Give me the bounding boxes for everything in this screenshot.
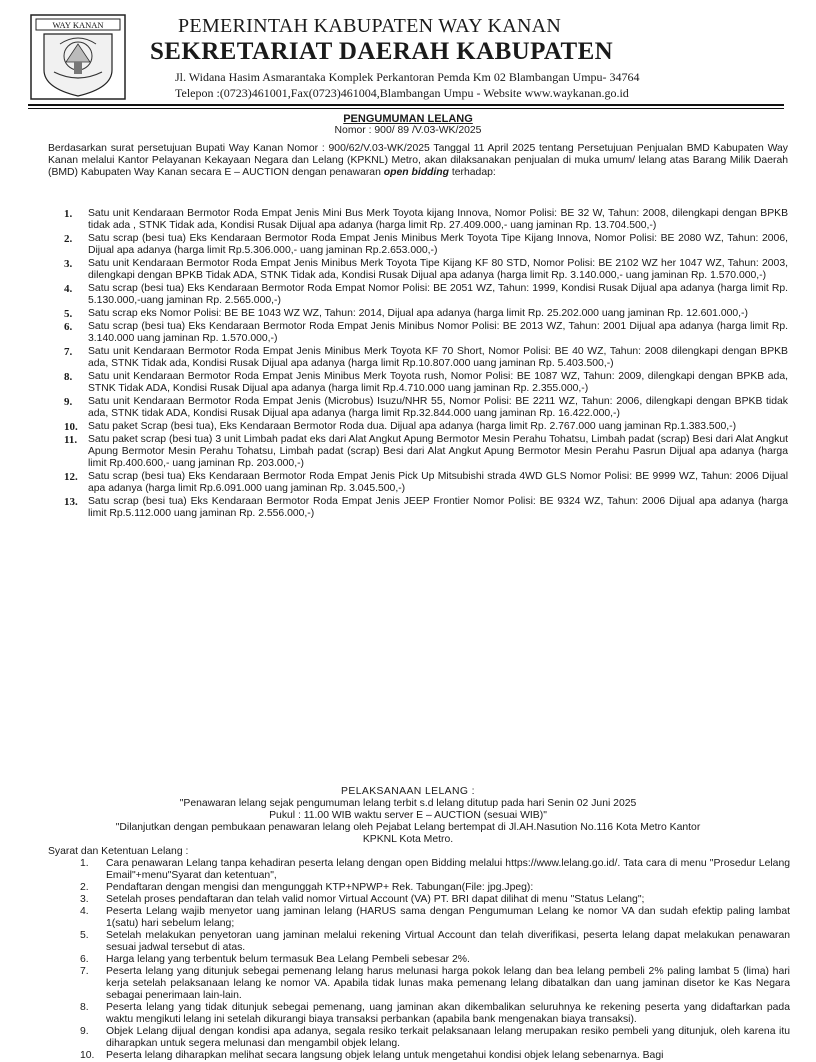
announcement-title: PENGUMUMAN LELANG: [343, 113, 473, 125]
terms-rule-text: Peserta lelang yang tidak ditunjuk sebegai pemenang, uang jaminan akan dikembalikan seluruhnya ke rekening peserta yang didaftarkan pada waktu mengikuti lelang ini setelah dikurangi biaya transaksi perbankan (apabila bank mengenakan biaya transaksi).: [106, 1002, 790, 1025]
government-name: PEMERINTAH KABUPATEN WAY KANAN: [178, 15, 562, 37]
way-kanan-logo: [30, 14, 126, 100]
auction-item: [64, 208, 788, 232]
auction-execution: [0, 786, 816, 846]
auction-item-text: Satu scrap (besi tua) Eks Kendaraan Bermotor Roda Empat Jenis Minibus Merk Toyota Tipe Kijang Innova, Nomor Polisi: BE 2080 WZ, Tahun: 2006, Dijual apa adanya (harga limit Rp.5.306.000,- uang jaminan Rp.2.653.000,-): [88, 233, 788, 256]
terms-rule-number: 9.: [80, 1026, 89, 1037]
auction-item-text: Satu scrap eks Nomor Polisi: BE BE 1043 WZ WZ, Tahun: 2014, Dijual apa adanya (harga limit Rp. 25.202.000 uang jaminan Rp. 12.601.000,-): [88, 308, 748, 319]
terms-rule: [80, 930, 790, 954]
announcement-intro: [48, 143, 788, 179]
terms-rule-text: Setelah melakukan penyetoran uang jaminan melalui rekening Virtual Account dan telah diverifikasi, peserta lelang dapat melakukan penawaran sesuai jadwal tersebut di atas.: [106, 930, 790, 953]
auction-item-text: Satu scrap (besi tua) Eks Kendaraan Bermotor Roda Empat Jenis Minibus Nomor Polisi: BE 2013 WZ, Tahun: 2001 Dijual apa adanya (harga limit Rp. 3.140.000 uang jaminan Rp. 1.570.000,-): [88, 321, 788, 344]
auction-item: [64, 371, 788, 395]
auction-item-number: 7.: [64, 346, 73, 358]
auction-item-text: Satu scrap (besi tua) Eks Kendaraan Bermotor Roda Empat Jenis JEEP Frontier Nomor Polisi: BE 9324 WZ, Tahun: 2006 Dijual apa adanya (harga limit Rp.5.112.000 uang jaminan Rp. 2.556.000,-): [88, 496, 788, 519]
auction-item-number: 1.: [64, 208, 73, 220]
terms-rule-number: 7.: [80, 966, 89, 977]
terms-rule: [80, 1050, 790, 1062]
auction-item: [64, 283, 788, 307]
intro-text: Berdasarkan surat persetujuan Bupati Way Kanan Nomor : 900/62/V.03-WK/2025 Tanggal 11 April 2025 tentang Persetujuan Penjualan BMD Kabupaten Way Kanan melalui Kantor Pelayanan Kekayaan Negara dan Lelang (KPKNL) Metro, akan dilaksanakan penjualan di muka umum/ lelang atas Barang Milik Daerah (BMD) Kabupaten Way Kanan secara E – AUCTION dengan penawaran: [48, 143, 788, 178]
auction-item-text: Satu unit Kendaraan Bermotor Roda Empat Jenis Minibus Merk Toyota Tipe Kijang KF 80 STD, Nomor Polisi: BE 2102 WZ her 1047 WZ, Tahun: 2003, dilengkapi dengan BPKB Tidak ADA, STNK Tidak ada, Kondisi Rusak Dijual apa adanya (harga limit Rp. 3.140.000,- uang jaminan Rp. 1.570.000,-): [88, 258, 788, 281]
letterhead-divider: [28, 104, 784, 106]
logo-text: WAY KANAN: [52, 20, 104, 30]
terms-rule: [80, 1002, 790, 1026]
auction-item-number: 8.: [64, 371, 73, 383]
auction-item-number: 6.: [64, 321, 73, 333]
terms-rule-number: 5.: [80, 930, 89, 941]
auction-item: [64, 434, 788, 470]
terms-rule-text: Peserta lelang diharapkan melihat secara langsung objek lelang untuk mengetahui kondisi objek lelang sebenarnya. Bagi: [106, 1050, 664, 1061]
auction-item: [64, 496, 788, 520]
auction-item-number: 10.: [64, 421, 78, 433]
auction-items-list: [64, 208, 788, 521]
terms-rule: [80, 1026, 790, 1050]
terms-rule: [80, 882, 790, 894]
terms-rule: [80, 954, 790, 966]
auction-item: [64, 346, 788, 370]
terms-rule-text: Peserta Lelang wajib menyetor uang jaminan lelang (HARUS sama dengan Pengumuman Lelang ke nomor VA dan sudah efektip paling lambat 1(satu) hari sebelum lelang;: [106, 906, 790, 929]
auction-item-text: Satu unit Kendaraan Bermotor Roda Empat Jenis Mini Bus Merk Toyota kijang Innova, Nomor Polisi: BE 32 W, Tahun: 2008, dilengkapi dengan BPKB tidak ada , STNK Tidak ada, Kondisi Rusak Dijual apa adanya (harga limit Rp. 27.409.000,- uang jaminan Rp. 13.704.500,-): [88, 208, 788, 231]
execution-schedule: "Penawaran lelang sejak pengumuman lelang terbit s.d lelang ditutup pada hari Senin 02 Juni 2025: [179, 798, 637, 809]
auction-item-number: 5.: [64, 308, 73, 320]
terms-rule-text: Harga lelang yang terbentuk belum termasuk Bea Lelang Pembeli sebesar 2%.: [106, 954, 470, 965]
terms-rule-number: 3.: [80, 894, 89, 905]
announcement-number: Nomor : 900/ 89 /V.03-WK/2025: [334, 125, 482, 136]
auction-item-text: Satu paket scrap (besi tua) 3 unit Limbah padat eks dari Alat Angkut Apung Bermotor Mesin Perahu Tohatsu, Limbah padat (scrap) Besi dari Alat Angkut Apung Bermotor Mesin Perahu Tohatsu, Limbah padat (scrap) Besi dari Alat Angkut Apung Bermotor Mesin Perahu Pasrun Dijual apa adanya (harga limit Rp.400.600,- uang jaminan Rp. 203.000,-): [88, 434, 788, 469]
auction-item: [64, 421, 788, 433]
execution-location: "Dilanjutkan dengan pembukaan penawaran lelang oleh Pejabat Lelang bertempat di Jl.AH.Nasution No.116 Kota Metro Kantor KPKNL Kota Metro.: [115, 822, 701, 845]
auction-item: [64, 308, 788, 320]
auction-item-text: Satu unit Kendaraan Bermotor Roda Empat Jenis Minibus Merk Toyota rush, Nomor Polisi: BE 1087 WZ, Tahun: 2009, dilengkapi dengan BPKB ada, STNK Tidak ADA, Kondisi Rusak Dijual apa adanya (harga limit Rp.4.710.000 uang jaminan Rp. 2.355.000,-): [88, 371, 788, 394]
terms-rule-number: 2.: [80, 882, 89, 893]
auction-item-text: Satu scrap (besi tua) Eks Kendaraan Bermotor Roda Empat Nomor Polisi: BE 2051 WZ, Tahun: 1999, Kondisi Rusak Dijual apa adanya (harga limit Rp. 5.130.000,-uang jaminan Rp. 2.565.000,-): [88, 283, 788, 306]
auction-item-text: Satu unit Kendaraan Bermotor Roda Empat Jenis Minibus Merk Toyota KF 70 Short, Nomor Polisi: BE 40 WZ, Tahun: 2008 dilengkapi dengan BPKB ada, STNK Tidak ada, Kondisi Rusak Dijual apa adanya (harga limit Rp.10.807.000 uang jaminan Rp. 5.403.500,-): [88, 346, 788, 369]
terms-rule: [80, 858, 790, 882]
office-contact: Telepon :(0723)461001,Fax(0723)461004,Blambangan Umpu - Website www.waykanan.go.id: [175, 86, 629, 100]
terms-rule-number: 4.: [80, 906, 89, 917]
terms-rule-text: Setelah proses pendaftaran dan telah valid nomor Virtual Account (VA) PT. BRI dapat dilihat di menu "Status Lelang";: [106, 894, 645, 905]
auction-item: [64, 258, 788, 282]
terms-rule-text: Cara penawaran Lelang tanpa kehadiran peserta lelang dengan open Bidding melalui https://www.lelang.go.id/. Tata cara di menu "Prosedur Lelang Email"+menu"Syarat dan ketentuan",: [106, 858, 790, 881]
terms-rule-text: Objek Lelang dijual dengan kondisi apa adanya, segala resiko terkait pelaksanaan lelang merupakan resiko pembeli yang ditunjuk, oleh karena itu diharapkan untuk segera melunasi dan mengambil objek lelang.: [106, 1026, 790, 1049]
terms-rule: [80, 966, 790, 1002]
auction-item-number: 11.: [64, 434, 78, 446]
auction-item-number: 9.: [64, 396, 73, 408]
terms-rule-text: Peserta lelang yang ditunjuk sebegai pemenang lelang harus melunasi harga pokok lelang dan bea lelang pembeli 2% paling lambat 5 (lima) hari kerja setelah pelaksanaan lelang ke nomor VA. Apabila tidak lunas maka pemenang lelang dibatalkan dan uang jaminan disetor ke Kas Negara sebagai penerimaan lain-lain.: [106, 966, 790, 1001]
office-address: Jl. Widana Hasim Asmarantaka Komplek Perkantoran Pemda Km 02 Blambangan Umpu- 34764: [175, 70, 640, 84]
intro-tail: terhadap:: [451, 167, 496, 178]
auction-item-text: Satu scrap (besi tua) Eks Kendaraan Bermotor Roda Empat Jenis Pick Up Mitsubishi strada 4WD GLS Nomor Polisi: BE 9999 WZ, Tahun: 2006 Dijual apa adanya (harga limit Rp.6.091.000 uang jaminan Rp. 3.045.500,-): [88, 471, 788, 494]
auction-item: [64, 396, 788, 420]
intro-open-bidding: open bidding: [383, 167, 449, 178]
execution-time: Pukul : 11.00 WIB waktu server E – AUCTION (sesuai WIB)": [269, 810, 547, 821]
auction-item-number: 4.: [64, 283, 73, 295]
auction-item: [64, 471, 788, 495]
terms-list: [80, 858, 790, 1062]
terms-rule-number: 1.: [80, 858, 89, 869]
auction-item-text: Satu unit Kendaraan Bermotor Roda Empat Jenis (Microbus) Isuzu/NHR 55, Nomor Polisi: BE 2211 WZ, Tahun: 2006, dilengkapi dengan BPKB tidak ada, STNK tidak ADA, Kondisi Rusak Dijual apa adanya (harga limit Rp.32.844.000 uang jaminan Rp. 16.422.000,-): [88, 396, 788, 419]
terms-rule: [80, 894, 790, 906]
terms-rule: [80, 906, 790, 930]
terms-rule-number: 8.: [80, 1002, 89, 1013]
auction-item-number: 3.: [64, 258, 73, 270]
terms-title: Syarat dan Ketentuan Lelang :: [48, 846, 189, 857]
terms-rule-text: Pendaftaran dengan mengisi dan mengunggah KTP+NPWP+ Rek. Tabungan(File: jpg.Jpeg):: [106, 882, 534, 893]
auction-item-number: 13.: [64, 496, 78, 508]
letterhead-divider-thin: [28, 108, 784, 109]
auction-item: [64, 321, 788, 345]
execution-title: PELAKSANAAN LELANG :: [341, 786, 475, 797]
auction-item-number: 2.: [64, 233, 73, 245]
auction-item-text: Satu paket Scrap (besi tua), Eks Kendaraan Bermotor Roda dua. Dijual apa adanya (harga limit Rp. 2.767.000 uang jaminan Rp.1.383.500,-): [88, 421, 737, 432]
office-name: SEKRETARIAT DAERAH KABUPATEN: [150, 38, 614, 65]
terms-rule-number: 6.: [80, 954, 89, 965]
auction-item: [64, 233, 788, 257]
auction-item-number: 12.: [64, 471, 78, 483]
terms-rule-number: 10.: [80, 1050, 95, 1061]
